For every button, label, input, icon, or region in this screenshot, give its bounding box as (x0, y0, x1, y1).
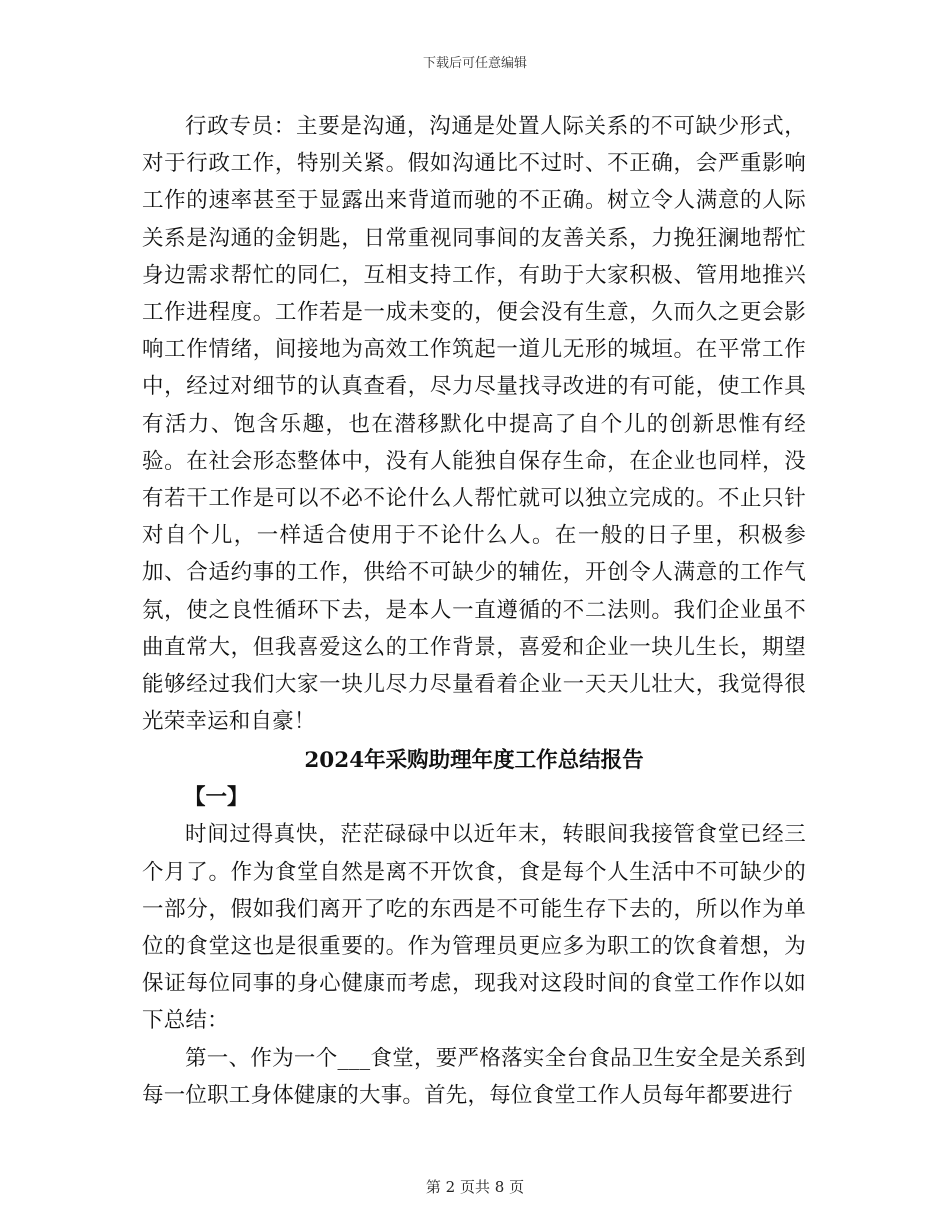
page-footer: 第 2 页共 8 页 (425, 1178, 525, 1196)
paragraph-admin-specialist: 行政专员：主要是沟通，沟通是处置人际关系的不可缺少形式，对于行政工作，特别关紧。假如沟通比不过时、不正确，会严重影响工作的速率甚至于显露出来背道而驰的不正确。树立令人满意的人际关系是沟通的金钥匙，日常重视同事间的友善关系，力挽狂澜地帮忙身边需求帮忙的同仁，互相支持工作，有助于大家积极、管用地推兴工作进程度。工作若是一成未变的，便会没有生意，久而久之更会影响工作情绪，间接地为高效工作筑起一道儿无形的城垣。在平常工作中，经过对细节的认真查看，尽力尽量找寻改进的有可能，使工作具有活力、饱含乐趣，也在潜移默化中提高了自个儿的创新思惟有经验。在社会形态整体中，没有人能独自保存生命，在企业也同样，没有若干工作是可以不必不论什么人帮忙就可以独立完成的。不止只针对自个儿，一样适合使用于不论什么人。在一般的日子里，积极参加、合适约事的工作，供给不可缺少的辅佐，开创令人满意的工作气氛，使之良性循环下去，是本人一直遵循的不二法则。我们企业虽不曲直常大，但我喜爱这么的工作背景，喜爱和企业一块儿生长，期望能够经过我们大家一块儿尽力尽量看着企业一天天儿壮大，我觉得很光荣幸运和自豪！ (142, 114, 806, 735)
section-marker: 【一】 (184, 785, 249, 811)
paragraph-intro: 时间过得真快，茫茫碌碌中以近年末，转眼间我接管食堂已经三个月了。作为食堂自然是离不开饮食，食是每个人生活中不可缺少的一部分，假如我们离开了吃的东西是不可能生存下去的，所以作为单位的食堂这也是很重要的。作为管理员更应多为职工的饮食着想，为保证每位同事的身心健康而考虑，现我对这段时间的食堂工作作以如下总结： (142, 822, 806, 1034)
document-body (142, 108, 806, 1114)
page-header: 下载后可任意编辑 (422, 56, 527, 71)
paragraph-first-point: 第一、作为一个___食堂，要严格落实全台食品卫生安全是关系到每一位职工身体健康的大事。首先，每位食堂工作人员每年都要进行 (142, 1045, 806, 1108)
report-title: 2024年采购助理年度工作总结报告 (304, 748, 644, 774)
